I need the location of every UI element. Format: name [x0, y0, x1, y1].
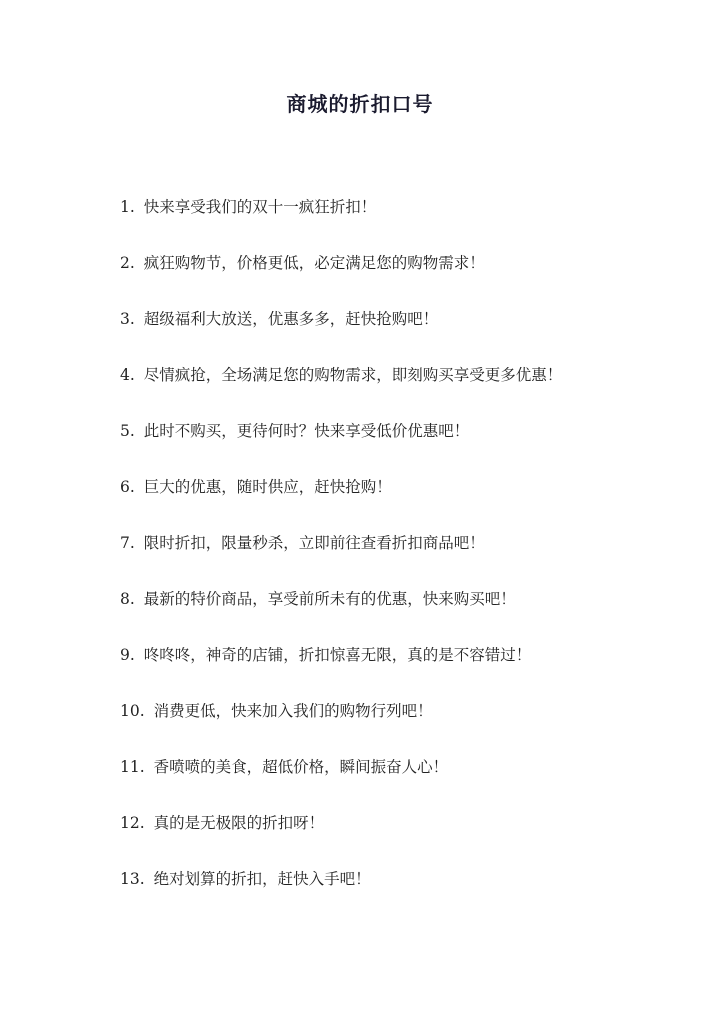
item-text: 限时折扣，限量秒杀，立即前往查看折扣商品吧！ — [143, 534, 485, 552]
list-item — [120, 252, 680, 308]
list-item — [120, 420, 680, 476]
slogan-list — [120, 196, 680, 924]
item-text: 超级福利大放送，优惠多多，赶快抢购吧！ — [143, 310, 439, 328]
item-number: 13. — [120, 870, 145, 888]
item-number: 6. — [120, 478, 135, 496]
item-text: 咚咚咚，神奇的店铺，折扣惊喜无限，真的是不容错过！ — [143, 646, 532, 664]
item-number: 11. — [120, 758, 145, 776]
item-text: 最新的特价商品，享受前所未有的优惠，快来购买吧！ — [143, 590, 516, 608]
item-text: 疯狂购物节，价格更低，必定满足您的购物需求！ — [143, 254, 485, 272]
list-item — [120, 868, 680, 924]
item-number: 8. — [120, 590, 135, 608]
list-item — [120, 364, 680, 420]
item-number: 9. — [120, 646, 135, 664]
item-text: 快来享受我们的双十一疯狂折扣！ — [143, 198, 377, 216]
list-item — [120, 196, 680, 252]
list-item — [120, 588, 680, 644]
list-item — [120, 812, 680, 868]
item-text: 消费更低，快来加入我们的购物行列吧！ — [153, 702, 433, 720]
list-item — [120, 756, 680, 812]
item-number: 5. — [120, 422, 135, 440]
item-text: 此时不购买，更待何时？快来享受低价优惠吧！ — [143, 422, 470, 440]
item-text: 真的是无极限的折扣呀！ — [153, 814, 325, 832]
list-item — [120, 476, 680, 532]
item-number: 3. — [120, 310, 135, 328]
item-number: 2. — [120, 254, 135, 272]
item-number: 7. — [120, 534, 135, 552]
item-text: 巨大的优惠，随时供应，赶快抢购！ — [143, 478, 392, 496]
list-item — [120, 644, 680, 700]
item-number: 12. — [120, 814, 145, 832]
item-number: 10. — [120, 702, 145, 720]
list-item — [120, 532, 680, 588]
item-text: 香喷喷的美食，超低价格，瞬间振奋人心！ — [153, 758, 449, 776]
item-number: 1. — [120, 198, 135, 216]
list-item — [120, 700, 680, 756]
item-number: 4. — [120, 366, 135, 384]
item-text: 绝对划算的折扣，赶快入手吧！ — [153, 870, 371, 888]
list-item — [120, 308, 680, 364]
item-text: 尽情疯抢，全场满足您的购物需求，即刻购买享受更多优惠！ — [143, 366, 563, 384]
page-title: 商城的折扣口号 — [286, 92, 434, 116]
